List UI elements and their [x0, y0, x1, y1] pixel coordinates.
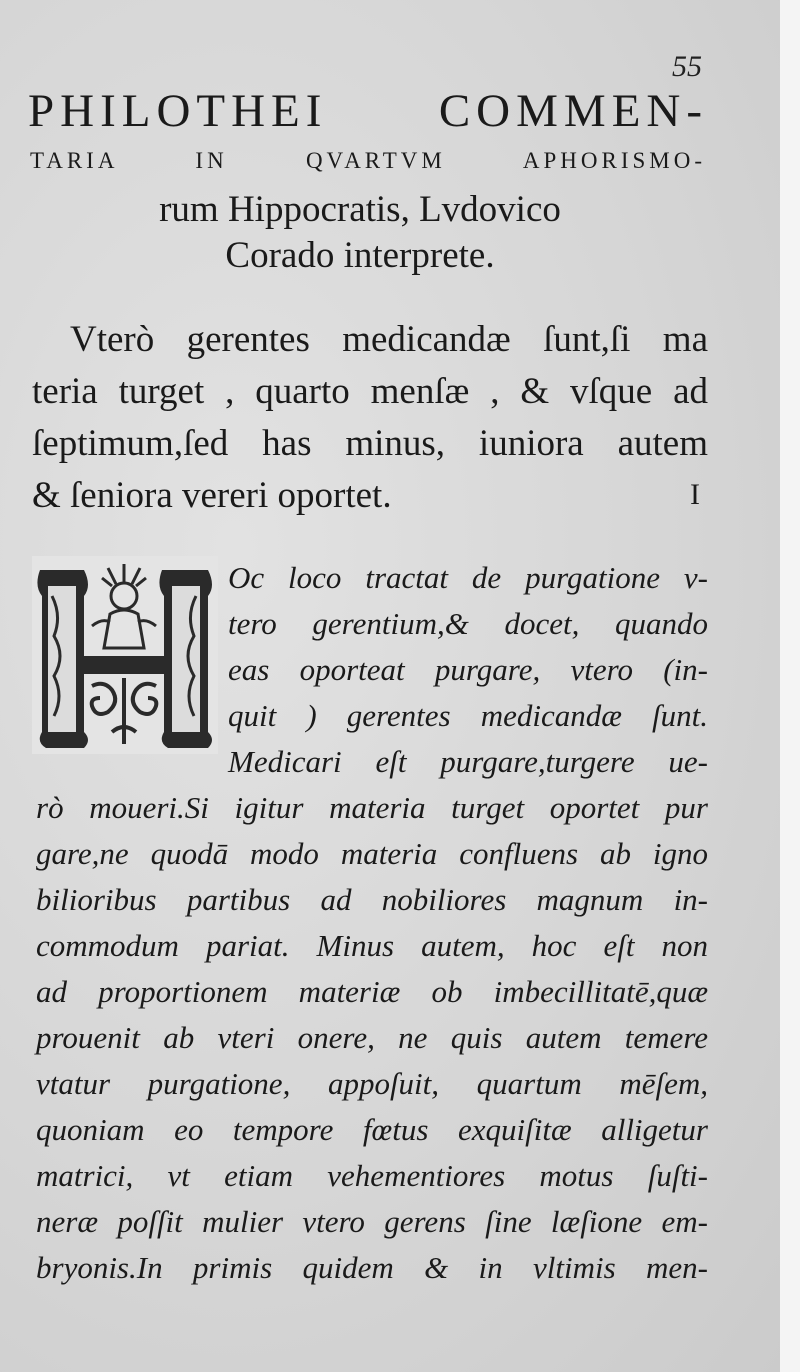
aphorism-line: ſeptimum,ſed has minus, iuniora autem: [32, 423, 708, 464]
title-line-3: rum Hippocratis, Lvdovico: [159, 189, 561, 230]
page-number: 55: [672, 50, 702, 83]
decorated-initial-h-icon: [32, 556, 218, 754]
commentary-line: commodum pariat. Minus autem, hoc eſt non: [36, 928, 708, 963]
commentary-line: eas oporteat purgare, vtero (in-: [228, 652, 708, 687]
title-line-1: PHILOTHEI COMMEN-: [28, 85, 708, 137]
commentary-line: neræ poſſit mulier vtero gerens ſine læſione em-: [36, 1204, 708, 1239]
commentary-line: quoniam eo tempore fœtus exquiſitæ alligetur: [36, 1112, 708, 1147]
commentary-line: rò moueri.Si igitur materia turget oportet pur: [36, 790, 708, 825]
commentary-line: Oc loco tractat de purgatione v-: [228, 560, 708, 595]
decorated-initial: [32, 556, 218, 754]
commentary-line: Medicari eſt purgare,turgere ue-: [228, 744, 708, 779]
aphorism-line: & ſeniora vereri oportet.: [32, 475, 392, 516]
aphorism-line: Vterò gerentes medicandæ ſunt,ſi ma: [70, 319, 708, 360]
title-line-2: TARIA IN QVARTVM APHORISMO-: [30, 148, 706, 173]
aphorism-line: teria turget , quarto menſæ , & vſque ad: [32, 371, 708, 412]
commentary-line: quit ) gerentes medicandæ ſunt.: [228, 698, 708, 733]
commentary-line: prouenit ab vteri onere, ne quis autem temere: [36, 1020, 708, 1055]
commentary-line: vtatur purgatione, appoſuit, quartum mēſem,: [36, 1066, 708, 1101]
commentary-line: bryonis.In primis quidem & in vltimis men-: [36, 1250, 708, 1285]
commentary-line: matrici, vt etiam vehementiores motus ſuſti-: [36, 1158, 708, 1193]
commentary-line: ad proportionem materiæ ob imbecillitatē,quæ: [36, 974, 708, 1009]
commentary-line: bilioribus partibus ad nobiliores magnum in-: [36, 882, 708, 917]
page-edge: [780, 0, 800, 1372]
commentary-line: gare,ne quodā modo materia confluens ab igno: [36, 836, 708, 871]
aphorism-number: I: [690, 478, 700, 511]
title-line-4: Corado interprete.: [225, 235, 495, 276]
commentary-line: tero gerentium,& docet, quando: [228, 606, 708, 641]
